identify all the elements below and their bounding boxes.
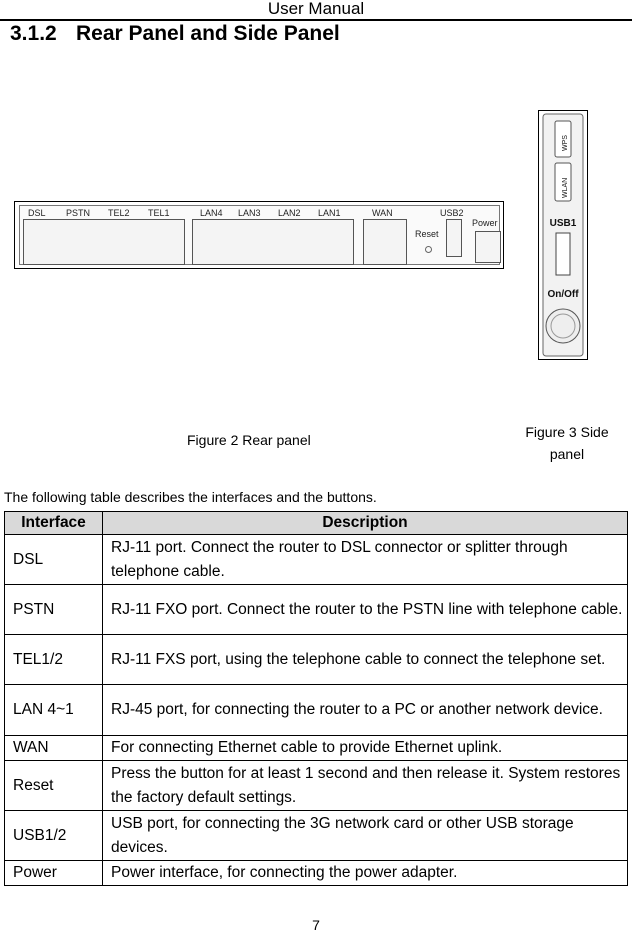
page-number: 7 [312,917,320,933]
side-panel-figure [538,110,588,360]
lan-ports [192,219,354,265]
description-cell: RJ-11 FXO port. Connect the router to the PSTN line with telephone cable. [103,585,628,635]
usb1-label: USB1 [549,218,577,229]
table-row [5,761,628,811]
port-label-usb2: USB2 [440,208,464,218]
wan-port [363,219,407,265]
table-row [5,811,628,861]
section-heading [10,22,340,46]
interface-cell: DSL [5,535,103,585]
header-description: Description [103,512,628,535]
table-row [5,535,628,585]
rear-panel-body [19,205,500,265]
figure-3-caption [508,421,626,465]
header-rule [0,19,632,21]
table-row [5,736,628,761]
table-row [5,685,628,736]
description-cell: For connecting Ethernet cable to provide Ethernet uplink. [103,736,628,761]
port-label-dsl: DSL [28,208,46,218]
port-label-pstn: PSTN [66,208,91,218]
interface-cell: LAN 4~1 [5,685,103,736]
port-label-tel2: TEL2 [108,208,130,218]
section-number: 3.1.2 [10,22,57,45]
section-title: Rear Panel and Side Panel [76,22,340,45]
figure-3-caption-line1: Figure 3 Side [525,424,609,440]
interface-cell: TEL1/2 [5,635,103,685]
interface-table [4,511,628,886]
side-panel-drawing [539,111,587,359]
table-header-row [5,512,628,535]
port-label-lan4: LAN4 [200,208,223,218]
port-label-wan: WAN [372,208,393,218]
port-label-power: Power [472,218,498,228]
onoff-label: On/Off [547,289,579,300]
port-label-lan2: LAN2 [278,208,301,218]
power-jack [475,231,501,263]
table-row [5,585,628,635]
table-row [5,861,628,886]
interface-cell: PSTN [5,585,103,635]
interface-cell: USB1/2 [5,811,103,861]
description-cell: USB port, for connecting the 3G network card or other USB storage devices. [103,811,628,861]
interface-cell: Reset [5,761,103,811]
figure-2-caption: Figure 2 Rear panel [187,432,311,448]
wlan-label: WLAN [562,177,569,198]
reset-button [425,246,432,253]
interface-cell: WAN [5,736,103,761]
rear-panel-figure [14,201,504,269]
figure-3-caption-line2: panel [549,446,585,462]
interface-cell: Power [5,861,103,886]
page-header: User Manual [267,0,365,18]
port-label-lan3: LAN3 [238,208,261,218]
reset-label: Reset [415,229,439,239]
port-label-lan1: LAN1 [318,208,341,218]
description-cell: RJ-11 port. Connect the router to DSL connector or splitter through telephone cable. [103,535,628,585]
usb2-port [446,219,462,257]
description-cell: Press the button for at least 1 second and then release it. System restores the factory default settings. [103,761,628,811]
rj11-ports [23,219,185,265]
description-cell: Power interface, for connecting the power adapter. [103,861,628,886]
table-row [5,635,628,685]
intro-text: The following table describes the interfaces and the buttons. [4,489,377,505]
usb1-port [556,233,570,275]
description-cell: RJ-45 port, for connecting the router to a PC or another network device. [103,685,628,736]
port-label-tel1: TEL1 [148,208,170,218]
description-cell: RJ-11 FXS port, using the telephone cable to connect the telephone set. [103,635,628,685]
wps-label: WPS [562,135,569,151]
header-interface: Interface [5,512,103,535]
